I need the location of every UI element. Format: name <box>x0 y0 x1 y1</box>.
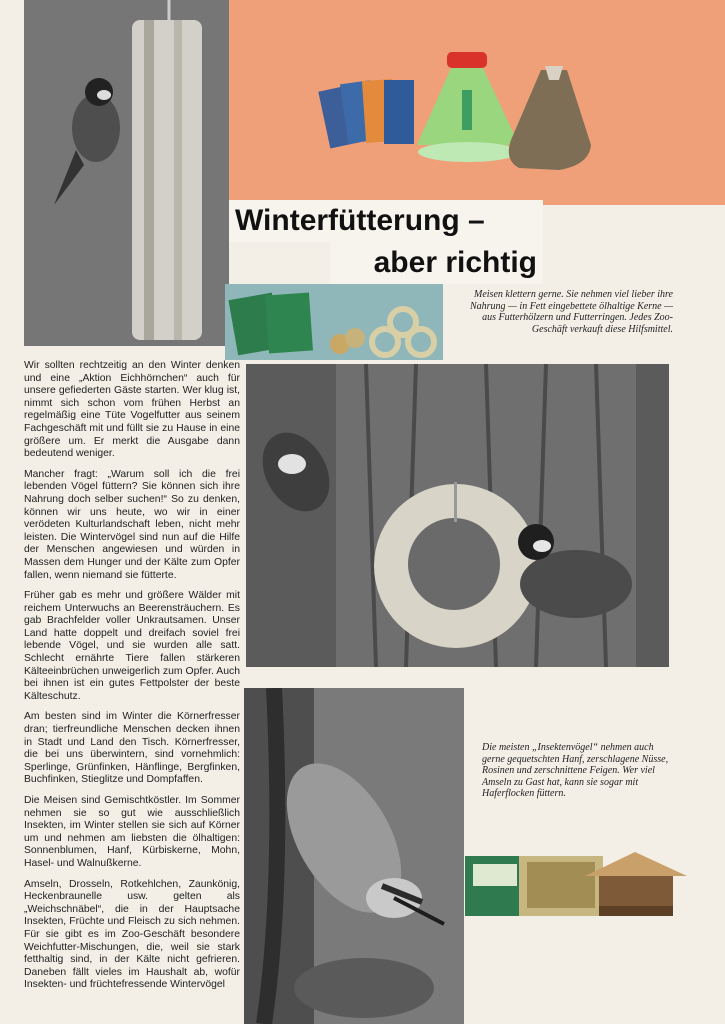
article-paragraph: Mancher fragt: „Warum soll ich die frei lebenden Vögel füttern? Sie können sich ihre Nahrung doch selber suchen!“ So zu denken, können wir uns heute, wo wir in einer verödeten Kulturlandschaft leben, nicht mehr leisten. Die Wintervögel sind nun auf die Hilfe der Menschen angewiesen und würden in Massen dem Hunger und der Kälte zum Opfer fallen, wenn niemand sie fütterte. <box>24 468 240 581</box>
article-paragraph: Wir sollten rechtzeitig an den Winter denken und eine „Aktion Eichhörnchen“ auch für unsere gefiederten Gäste starten. Wer klug ist, nimmt sich schon vom frühen Herbst an regelmäßig eine Tüte Vogelfutter aus seinem Fachgeschäft mit und füllt sie zu Hause in eine größere um. Er merkt die Ausgabe dann bedeutend weniger. <box>24 360 240 460</box>
photo-softfood-and-bird-house <box>465 852 687 918</box>
article-body <box>24 360 240 1024</box>
article-paragraph: Die Meisen sind Gemischtköstler. Im Sommer nehmen sie so gut wie ausschließlich Insekten, im Winter stellen sie sich auf Körner um und nehmen am liebsten die ölhaltigen: Sonnenblumen, Hanf, Kürbiskerne, Mohn, Hasel- und Walnußkerne. <box>24 795 240 869</box>
photo-tits-at-fat-ring <box>246 364 669 667</box>
feeder-dispenser-image <box>417 52 519 162</box>
caption-bottom: Die meisten „Insektenvögel“ nehmen auch gerne gequetschten Hanf, zerschlagene Nüsse, Rosinen und zerschnittene Feigen. Wer viel Amseln zu Gast hat, kann sie sogar mit Haferflocken füttern. <box>482 742 669 800</box>
article-paragraph: Amseln, Drosseln, Rotkehlchen, Zaunkönig, Heckenbraunelle usw. gelten als „Weichschnäbel“, die in der Hauptsache Insekten, Früchte und Fleisch zu sich nehmen. Für sie gibt es im Zoo-Geschäft besondere Weichfutter-Mischungen, die, weil sie stark fetthaltig sind, in der Kälte nicht gefrieren. Daneben fällt vieles im Haushalt ab, wofür Insekten- und früchtefressende Wintervögel <box>24 878 240 991</box>
article-paragraph: Am besten sind im Winter die Körnerfresser dran; tierfreundliche Menschen decken ihnen in Stadt und Land den Tisch. Körnerfresser, die bei uns überwintern, sind vornehmlich: Sperlinge, Grünfinken, Hänflinge, Bergfinken, Buchfinken, Stieglitze und Dompfaffen. <box>24 711 240 786</box>
products-panel <box>229 0 725 205</box>
photo-tit-on-feeding-log <box>24 0 229 346</box>
seed-packets-image <box>318 79 414 148</box>
caption-top: Meisen klettern gerne. Sie nehmen viel lieber ihre Nahrung — in Fett eingebettete ölhaltige Kerne — aus Futterhölzern und Futterringen. Jedes Zoo-Geschäft verkauft diese Hilfsmittel. <box>469 289 673 335</box>
seed-bag-image <box>509 66 591 170</box>
photo-fat-rings-and-packets <box>225 284 443 360</box>
headline-line-2: aber richtig <box>330 242 543 284</box>
headline-line-1: Winterfütterung – <box>229 200 543 242</box>
photo-nuthatch <box>244 688 464 1024</box>
article-paragraph: Früher gab es mehr und größere Wälder mit reichem Unterwuchs an Beerensträuchern. Es gab Brachfelder voller Unkrautsamen. Unser Land hatte doppelt und dreifach soviel frei lebende Vögel, und sie wurden alle satt. Schlecht ernährte Tiere fallen stärkeren Kälteeinbrüchen unweigerlich zum Opfer. Auch bei ihnen ist ein gutes Fettpolster der beste Kälteschutz. <box>24 590 240 702</box>
